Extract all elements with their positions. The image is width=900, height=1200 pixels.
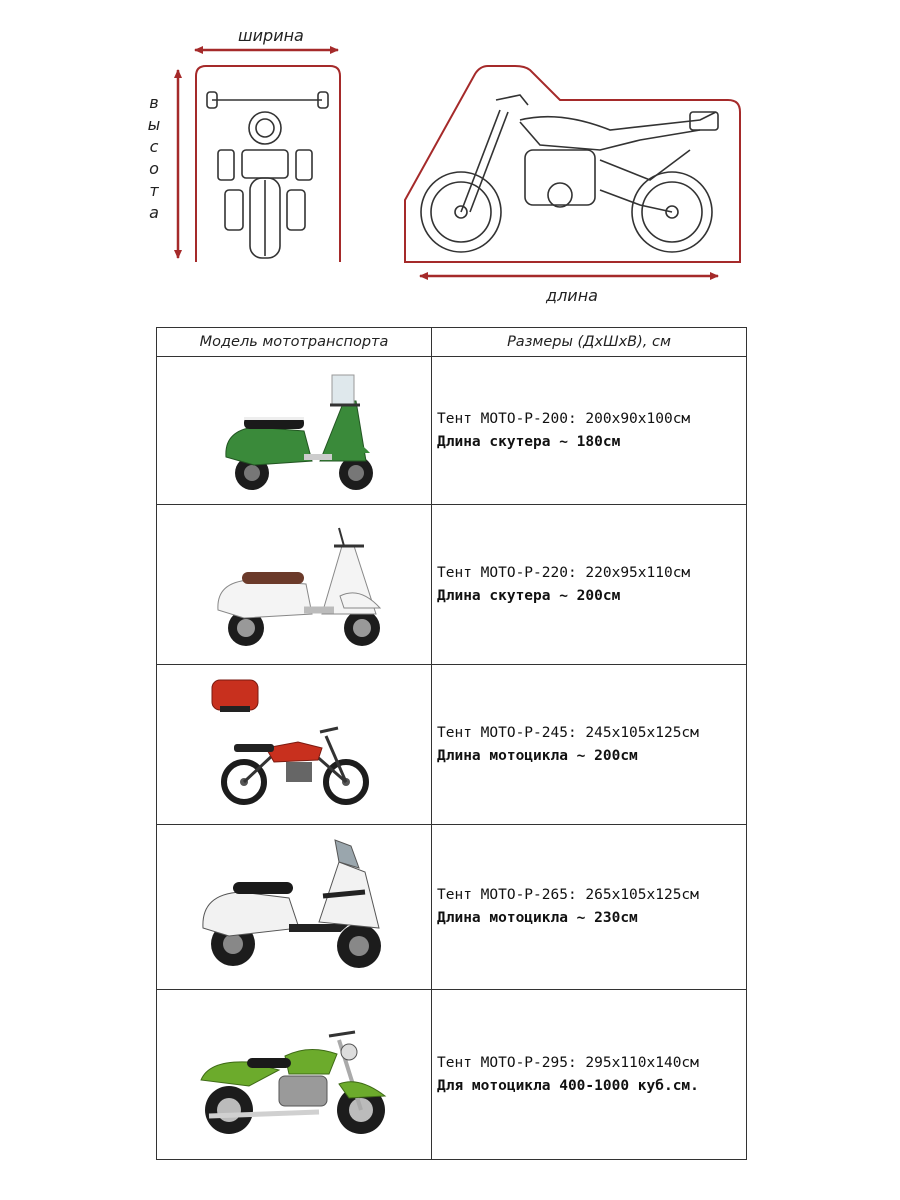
length-label: длина — [546, 286, 598, 305]
side-cover-outline — [405, 66, 740, 262]
size-cell — [432, 357, 747, 505]
size-cell — [432, 990, 747, 1160]
vehicle-image-cell — [157, 357, 432, 505]
green-cruiser-motorcycle-icon — [189, 1000, 399, 1150]
size-cell — [432, 505, 747, 665]
dimension-diagram — [0, 0, 900, 320]
table-row — [157, 357, 747, 505]
table-row — [157, 990, 747, 1160]
tent-size-text: Тент MOTO-P-220: 220x95x110см — [437, 564, 691, 581]
vehicle-length-text: Для мотоцикла 400-1000 куб.см. — [437, 1077, 699, 1094]
vehicle-image-cell — [157, 665, 432, 825]
size-cell — [432, 665, 747, 825]
tent-size-text: Тент MOTO-P-200: 200x90x100см — [437, 410, 691, 427]
size-table — [156, 327, 747, 1160]
maxi-scooter-icon — [189, 832, 399, 982]
table-row — [157, 665, 747, 825]
height-letter: о — [149, 159, 159, 178]
header-model: Модель мототранспорта — [157, 328, 432, 357]
vehicle-length-text: Длина мотоцикла ~ 200см — [437, 747, 638, 764]
green-vintage-scooter-icon — [194, 361, 394, 501]
tent-size-text: Тент MOTO-P-245: 245x105x125см — [437, 724, 699, 741]
table-row — [157, 825, 747, 990]
vehicle-image-cell — [157, 990, 432, 1160]
vehicle-length-text: Длина скутера ~ 180см — [437, 433, 621, 450]
height-label — [144, 92, 164, 224]
height-letter: ы — [147, 115, 161, 134]
header-size: Размеры (ДхШхВ), см — [432, 328, 747, 357]
vehicle-length-text: Длина мотоцикла ~ 230см — [437, 910, 638, 926]
width-label: ширина — [238, 26, 304, 45]
height-letter: а — [149, 203, 159, 222]
tent-size-text: Тент MOTO-P-295: 295x110x140см — [437, 1054, 699, 1071]
table-row — [157, 505, 747, 665]
height-letter: т — [149, 181, 159, 200]
white-scooter-icon — [194, 510, 394, 660]
side-view-motorcycle-icon — [421, 95, 718, 252]
table-header-row — [157, 328, 747, 357]
front-view-motorcycle-icon — [207, 92, 328, 258]
height-letter: с — [149, 137, 159, 156]
height-letter: в — [149, 93, 159, 112]
red-motorcycle-with-topcase-icon — [194, 670, 394, 820]
vehicle-image-cell — [157, 825, 432, 990]
vehicle-image-cell — [157, 505, 432, 665]
vehicle-length-text: Длина скутера ~ 200см — [437, 587, 621, 604]
dimension-diagram-drawing — [0, 0, 900, 320]
tent-size-text: Тент MOTO-P-265: 265x105x125см — [437, 887, 699, 903]
size-cell — [432, 825, 747, 990]
